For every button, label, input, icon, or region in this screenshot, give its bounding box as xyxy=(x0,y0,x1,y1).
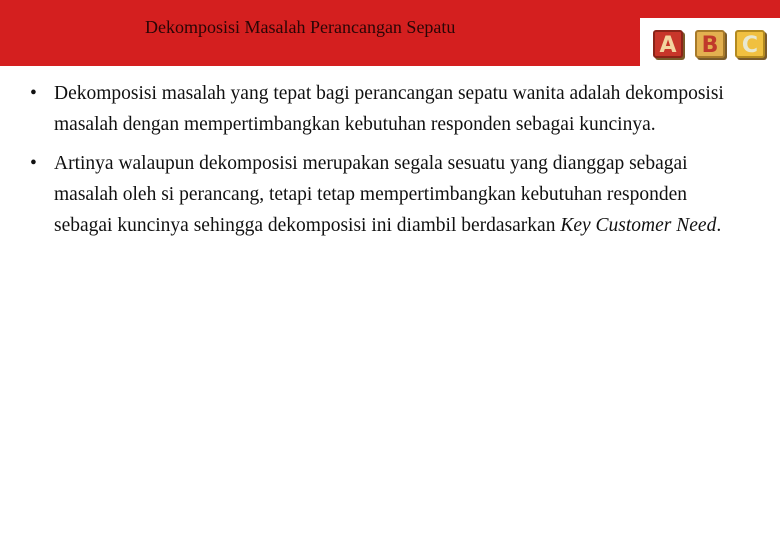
logo-block-b: B xyxy=(695,30,725,58)
bullet-dot-icon: • xyxy=(30,83,37,104)
bullet-item-1 xyxy=(28,78,740,140)
page-title: Dekomposisi Masalah Perancangan Sepatu xyxy=(145,17,456,37)
bullet-dot-icon: • xyxy=(30,153,37,174)
bullet-list xyxy=(28,78,740,249)
bullet-suffix: . xyxy=(716,215,722,236)
bullet-item-2 xyxy=(28,148,740,241)
logo-block-c: C xyxy=(735,30,765,58)
bullet-text: Artinya walaupun dekomposisi merupakan segala sesuatu yang dianggap sebagai masalah oleh si perancang, tetapi tetap mempertimbangkan kebutuhan responden sebagai kuncinya sehingga dekomposisi ini diambil berdasarkan xyxy=(54,153,688,236)
logo-block-a: A xyxy=(653,30,683,58)
abc-blocks-logo xyxy=(640,18,780,66)
key-customer-need-term: Key Customer Need xyxy=(560,215,717,236)
bullet-text: Dekomposisi masalah yang tepat bagi perancangan sepatu wanita adalah dekomposisi masalah dengan mempertimbangkan kebutuhan responden sebagai kuncinya. xyxy=(54,83,724,135)
